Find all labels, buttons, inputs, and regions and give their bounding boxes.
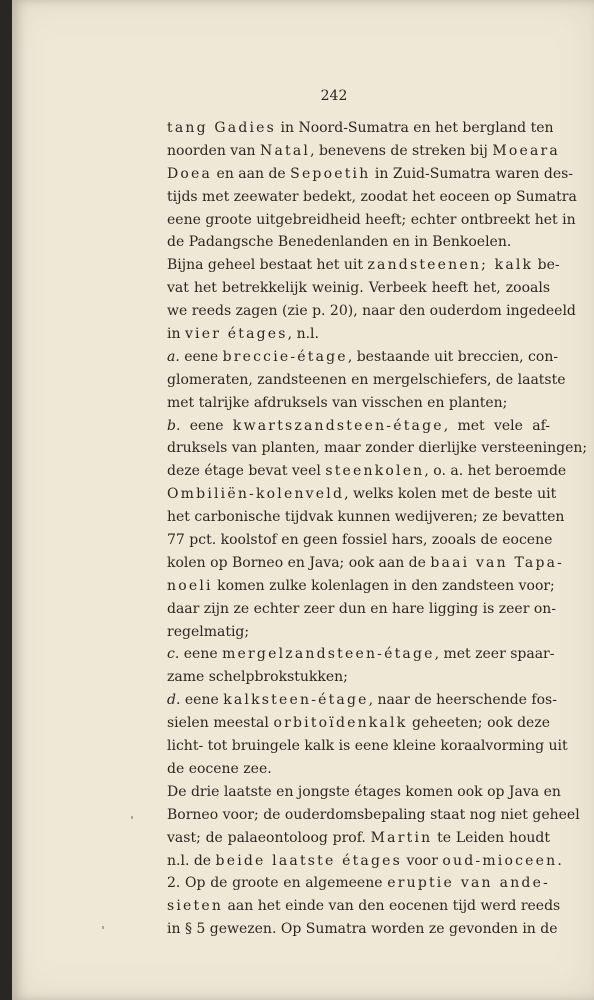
spaced-emphasis: zandsteenen; kalk: [367, 257, 534, 274]
spaced-emphasis: steenkolen: [325, 463, 425, 480]
text-run: , o. a. het beroemde: [424, 463, 567, 480]
text-run: vat het betrekkelijk weinig. Verbeek heeft het, zooals: [167, 280, 550, 297]
body-text: [167, 117, 588, 941]
text-run: de Padangsche Benedenlanden en in Benkoelen.: [167, 234, 512, 251]
text-run: in Zuid-Sumatra waren des-: [370, 165, 574, 182]
text-line: [167, 529, 553, 552]
text-run: kolen op Borneo en Java; ook aan de: [167, 554, 431, 571]
text-line: [167, 254, 560, 277]
spaced-emphasis: kwartszandsteen-étage: [232, 417, 444, 434]
text-line: [167, 209, 576, 232]
text-line: [167, 392, 550, 415]
text-run: be-: [533, 257, 560, 274]
text-run: , welks kolen met de beste uit: [344, 486, 557, 503]
text-run: 2. Op de groote en algemeene: [167, 875, 388, 892]
text-line: [167, 827, 550, 850]
text-run: licht- tot bruingele kalk is eene kleine koraalvorming uit: [167, 738, 568, 755]
text-run: voor: [402, 852, 443, 869]
text-line: [167, 483, 557, 506]
text-line: [167, 277, 550, 300]
page-number: 242: [320, 88, 348, 104]
text-line: [167, 872, 550, 895]
text-run: deze étage bevat veel: [167, 463, 326, 480]
text-line: [167, 140, 560, 163]
text-line: [167, 117, 554, 140]
text-line: [167, 415, 550, 438]
text-line: [167, 666, 550, 689]
spaced-emphasis: beide laatste étages: [215, 852, 403, 869]
text-run: 77 pct. koolstof en geen fossiel hars, zooals de eocene: [167, 532, 553, 549]
spaced-emphasis: baai van Tapa-: [430, 554, 565, 571]
text-run: te Leiden houdt: [432, 829, 551, 846]
text-line: [167, 552, 565, 575]
book-page: [12, 0, 594, 1000]
text-run: tijds met zeewater bedekt, zoodat het eoceen op Sumatra: [167, 188, 577, 205]
text-run: vast; de palaeontoloog prof.: [167, 829, 371, 846]
text-run: komen zulke kolenlagen in den zandsteen voor;: [212, 577, 555, 594]
text-run: eene: [180, 417, 233, 434]
text-line: [167, 369, 566, 392]
text-line: [167, 323, 550, 346]
enum-label: b.: [167, 417, 181, 434]
spaced-emphasis: noeli: [167, 577, 213, 594]
text-line: [167, 598, 557, 621]
text-run: we reeds zagen (zie p. 20), naar den ouderdom ingedeeld: [167, 303, 576, 320]
text-run: , bestaande uit breccien, con-: [347, 348, 559, 365]
text-run: , n.l.: [287, 326, 319, 343]
spaced-emphasis: vier étages: [184, 326, 288, 343]
spaced-emphasis: oud-mioceen: [442, 852, 558, 869]
enum-label: a.: [167, 348, 180, 365]
spaced-emphasis: sieten: [167, 898, 224, 915]
text-run: en aan de: [212, 165, 291, 182]
text-run: eene: [179, 646, 223, 663]
text-line: [167, 643, 555, 666]
text-line: [167, 621, 550, 644]
spaced-emphasis: Natal: [260, 142, 311, 159]
text-run: aan het einde van den eocenen tijd werd reeds: [223, 898, 561, 915]
spaced-emphasis: breccie-étage: [222, 348, 348, 365]
text-run: eene: [179, 348, 223, 365]
text-line: [167, 346, 559, 369]
text-line: [167, 850, 562, 873]
text-run: daar zijn ze echter zeer dun en hare ligging is zeer on-: [167, 600, 557, 617]
text-run: sielen meestal: [167, 715, 274, 732]
text-line: [167, 163, 574, 186]
text-run: De drie laatste en jongste étages komen ook op Java en: [167, 783, 561, 800]
margin-mark: [102, 926, 104, 929]
text-run: glomeraten, zandsteenen en mergelschiefers, de laatste: [167, 371, 566, 388]
text-line: [167, 918, 558, 941]
text-line: [167, 735, 568, 758]
text-run: noorden van: [167, 142, 261, 159]
spaced-emphasis: kalksteen-étage: [223, 692, 369, 709]
text-run: het carbonische tijdvak kunnen wedijveren; ze bevatten: [167, 509, 565, 526]
text-run: , naar de heerschende fos-: [368, 692, 557, 709]
text-run: , met zeer spaar-: [434, 646, 555, 663]
text-run: geheeten; ook deze: [407, 715, 550, 732]
text-line: [167, 895, 561, 918]
text-run: in § 5 gewezen. Op Sumatra worden ze gevonden in de: [167, 921, 558, 938]
text-run: , met vele af-: [443, 417, 550, 434]
text-run: , benevens de streken bij: [310, 142, 493, 159]
spaced-emphasis: Moeara: [492, 142, 560, 159]
text-run: eene groote uitgebreidheid heeft; echter ontbreekt het in: [167, 211, 576, 228]
text-line: [167, 460, 567, 483]
margin-mark: [131, 816, 133, 819]
spaced-emphasis: tang Gadies: [167, 120, 277, 136]
text-run: in: [167, 326, 185, 343]
spaced-emphasis: Ombiliën-kolenveld: [167, 486, 345, 503]
text-run: met talrijke afdruksels van visschen en planten;: [167, 394, 508, 411]
text-run: regelmatig;: [167, 623, 250, 640]
text-line: [167, 186, 577, 209]
text-run: n.l. de: [167, 852, 216, 869]
text-run: Bijna geheel bestaat het uit: [167, 257, 368, 274]
spaced-emphasis: Martin: [370, 829, 433, 846]
text-line: [167, 575, 555, 598]
text-line: [167, 781, 561, 804]
text-line: [167, 758, 550, 781]
spaced-emphasis: eruptie van ande-: [387, 875, 550, 892]
spaced-emphasis: mergelzandsteen-étage: [222, 646, 435, 663]
text-line: [167, 689, 557, 712]
enum-label: c.: [167, 646, 180, 663]
text-line: [167, 506, 565, 529]
text-line: [167, 804, 580, 827]
text-run: Borneo voor; de ouderdomsbepaling staat nog niet geheel: [167, 806, 580, 823]
spaced-emphasis: Doea: [167, 165, 213, 182]
text-line: [167, 437, 588, 460]
text-line: [167, 231, 550, 254]
spaced-emphasis: Sepoetih: [290, 165, 371, 182]
text-run: zame schelpbrokstukken;: [167, 669, 348, 686]
text-run: eene: [180, 692, 224, 709]
text-line: [167, 300, 576, 323]
spaced-emphasis: orbitoïdenkalk: [273, 715, 408, 732]
text-run: in Noord-Sumatra en het bergland ten: [276, 120, 554, 136]
text-line: [167, 712, 550, 735]
enum-label: d.: [167, 692, 181, 709]
text-run: de eocene zee.: [167, 760, 272, 777]
text-run: .: [557, 852, 562, 869]
text-run: druksels van planten, maar zonder dierlijke versteeningen;: [167, 440, 588, 457]
